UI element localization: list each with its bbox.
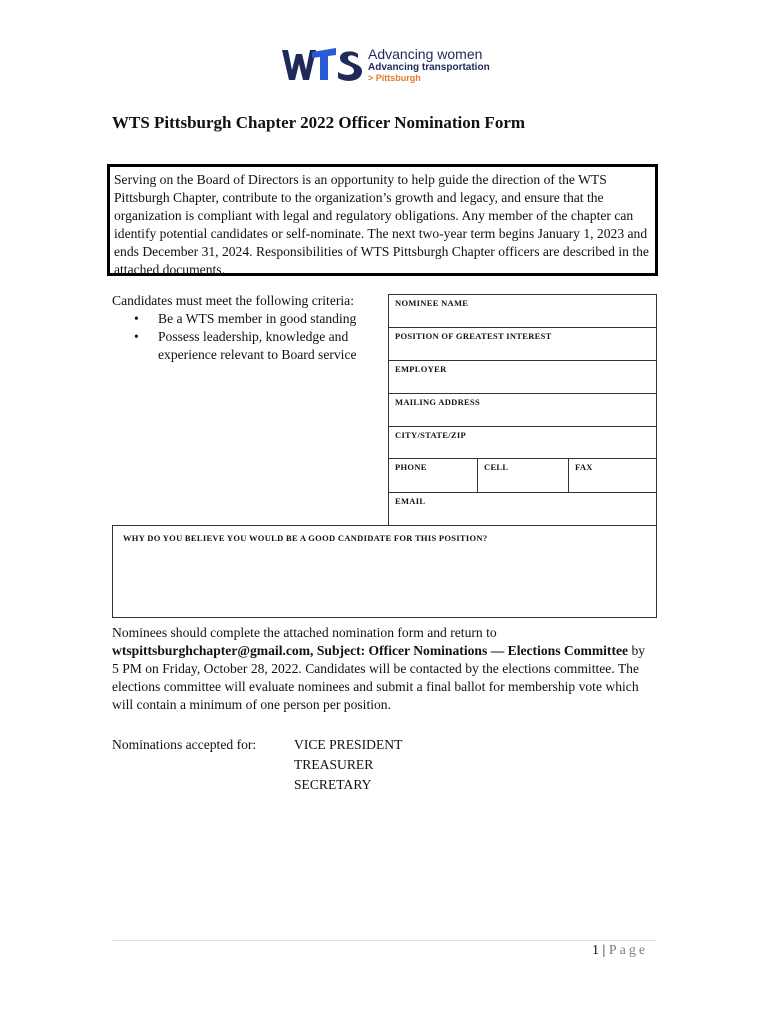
- cell-label: CELL: [484, 462, 509, 472]
- wts-logo-mark: [280, 44, 362, 84]
- page-number-value: 1: [592, 943, 599, 958]
- phone-label: PHONE: [395, 462, 427, 472]
- mailing-address-field[interactable]: [388, 393, 657, 427]
- wts-logo: [280, 44, 510, 88]
- page-word: Page: [608, 943, 649, 958]
- closing-text-1: Nominees should complete the attached nomination form and return to: [112, 625, 497, 640]
- cell-field[interactable]: [477, 458, 569, 493]
- submission-email: wtspittsburghchapter@gmail.com, Subject: Officer Nominations — Elections Committee: [112, 643, 629, 658]
- criteria-item: • Be a WTS member in good standing: [158, 310, 382, 328]
- page-separator: |: [602, 943, 606, 958]
- nominee-name-field[interactable]: [388, 294, 657, 328]
- nominee-name-label: NOMINEE NAME: [395, 298, 469, 308]
- position-item: TREASURER: [294, 757, 374, 772]
- city-state-zip-label: CITY/STATE/ZIP: [395, 430, 466, 440]
- mailing-address-label: MAILING ADDRESS: [395, 397, 481, 407]
- criteria-list: [112, 310, 382, 364]
- position-label: POSITION OF GREATEST INTEREST: [395, 331, 552, 341]
- intro-text: Serving on the Board of Directors is an opportunity to help guide the direction of the WTS Pittsburgh Chapter, contribute to the organization’s growth and legacy, and ensure that the organization is compliant with legal and regulatory obligations. Any member of the chapter can identify potential candidates or self-nominate. The next two-year term begins January 1, 2023 and ends December 31, 2024. Responsibilities of WTS Pittsburgh Chapter officers are described in the attached documents.: [114, 172, 649, 277]
- fax-label: FAX: [575, 462, 593, 472]
- why-candidate-field[interactable]: [112, 525, 657, 618]
- closing-text-2: by 5 PM on Friday, October 28, 2022. Candidates will be contacted by the elections committee. The elections committee will evaluate nominees and submit a final ballot for membership vote which will contain a minimum of one person per position.: [112, 643, 646, 712]
- logo-tagline-1: Advancing women: [368, 46, 483, 62]
- logo-chapter: > Pittsburgh: [368, 73, 421, 83]
- criteria-lead: Candidates must meet the following criteria:: [112, 293, 354, 308]
- criteria-item: • Possess leadership, knowledge and experience relevant to Board service: [158, 328, 382, 364]
- employer-label: EMPLOYER: [395, 364, 447, 374]
- email-field[interactable]: [388, 492, 657, 526]
- criteria-section: [112, 292, 382, 364]
- why-candidate-label: WHY DO YOU BELIEVE YOU WOULD BE A GOOD CANDIDATE FOR THIS POSITION?: [123, 533, 488, 543]
- employer-field[interactable]: [388, 360, 657, 394]
- email-label: EMAIL: [395, 496, 426, 506]
- position-item: VICE PRESIDENT: [294, 737, 403, 752]
- positions-list: [294, 735, 402, 795]
- footer-divider: [112, 940, 657, 941]
- page-title: WTS Pittsburgh Chapter 2022 Officer Nomination Form: [112, 113, 526, 132]
- intro-box: [107, 164, 658, 276]
- city-state-zip-field[interactable]: [388, 426, 657, 459]
- logo-tagline-2: Advancing transportation: [368, 62, 490, 73]
- closing-paragraph: [112, 624, 652, 714]
- position-field[interactable]: [388, 327, 657, 361]
- fax-field[interactable]: [568, 458, 657, 493]
- page-number: [592, 943, 648, 959]
- phone-field[interactable]: [388, 458, 478, 493]
- position-item: SECRETARY: [294, 777, 372, 792]
- nominations-label: Nominations accepted for:: [112, 737, 257, 752]
